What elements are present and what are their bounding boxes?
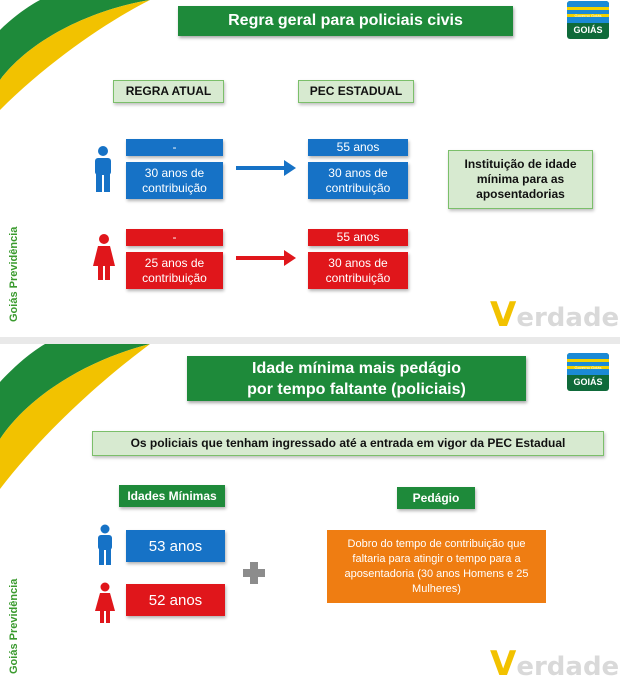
verdade-watermark: Verdade <box>490 644 620 684</box>
slide-title: Regra geral para policiais civis <box>178 6 513 36</box>
female-min-age: 52 anos <box>126 584 225 616</box>
male-current-contribution: 30 anos de contribuição <box>126 162 223 199</box>
right-arrow-icon <box>236 256 286 260</box>
logo-text: GOIÁS <box>573 25 603 35</box>
corner-swoosh-decoration <box>0 344 160 494</box>
female-person-icon <box>94 582 116 624</box>
goias-flag-icon: Governo Goiás <box>567 353 609 375</box>
male-current-age: - <box>126 139 223 156</box>
goias-flag-icon: Governo Goiás <box>567 1 609 23</box>
goias-logo <box>567 353 609 391</box>
col-header-current: REGRA ATUAL <box>113 80 224 103</box>
note-box: Instituição de idade mínima para as aposentadorias <box>448 150 593 209</box>
female-new-contribution: 30 anos de contribuição <box>308 252 408 289</box>
male-person-icon <box>92 145 114 193</box>
toll-label: Pedágio <box>397 487 475 509</box>
verdade-watermark: Verdade <box>490 295 620 335</box>
side-label: Goiás Previdência <box>8 226 20 322</box>
female-new-age: 55 anos <box>308 229 408 246</box>
right-arrow-icon <box>236 166 286 170</box>
female-current-age: - <box>126 229 223 246</box>
goias-logo <box>567 1 609 39</box>
slide-title: Idade mínima mais pedágio por tempo faltante (policiais) <box>187 356 526 401</box>
male-min-age: 53 anos <box>126 530 225 562</box>
male-new-age: 55 anos <box>308 139 408 156</box>
plus-icon <box>243 562 265 584</box>
slide-idade-minima <box>0 344 620 686</box>
logo-text: GOIÁS <box>573 377 603 387</box>
male-person-icon <box>95 524 115 566</box>
toll-description: Dobro do tempo de contribuição que faltaria para atingir o tempo para a aposentadoria (30 anos Homens e 25 Mulheres) <box>327 530 546 603</box>
col-header-pec: PEC ESTADUAL <box>298 80 414 103</box>
slide-regra-geral <box>0 0 620 337</box>
female-current-contribution: 25 anos de contribuição <box>126 252 223 289</box>
side-label: Goiás Previdência <box>8 578 20 674</box>
male-new-contribution: 30 anos de contribuição <box>308 162 408 199</box>
subtitle-box: Os policiais que tenham ingressado até a entrada em vigor da PEC Estadual <box>92 431 604 456</box>
female-person-icon <box>92 233 116 281</box>
min-ages-label: Idades Mínimas <box>119 485 225 507</box>
